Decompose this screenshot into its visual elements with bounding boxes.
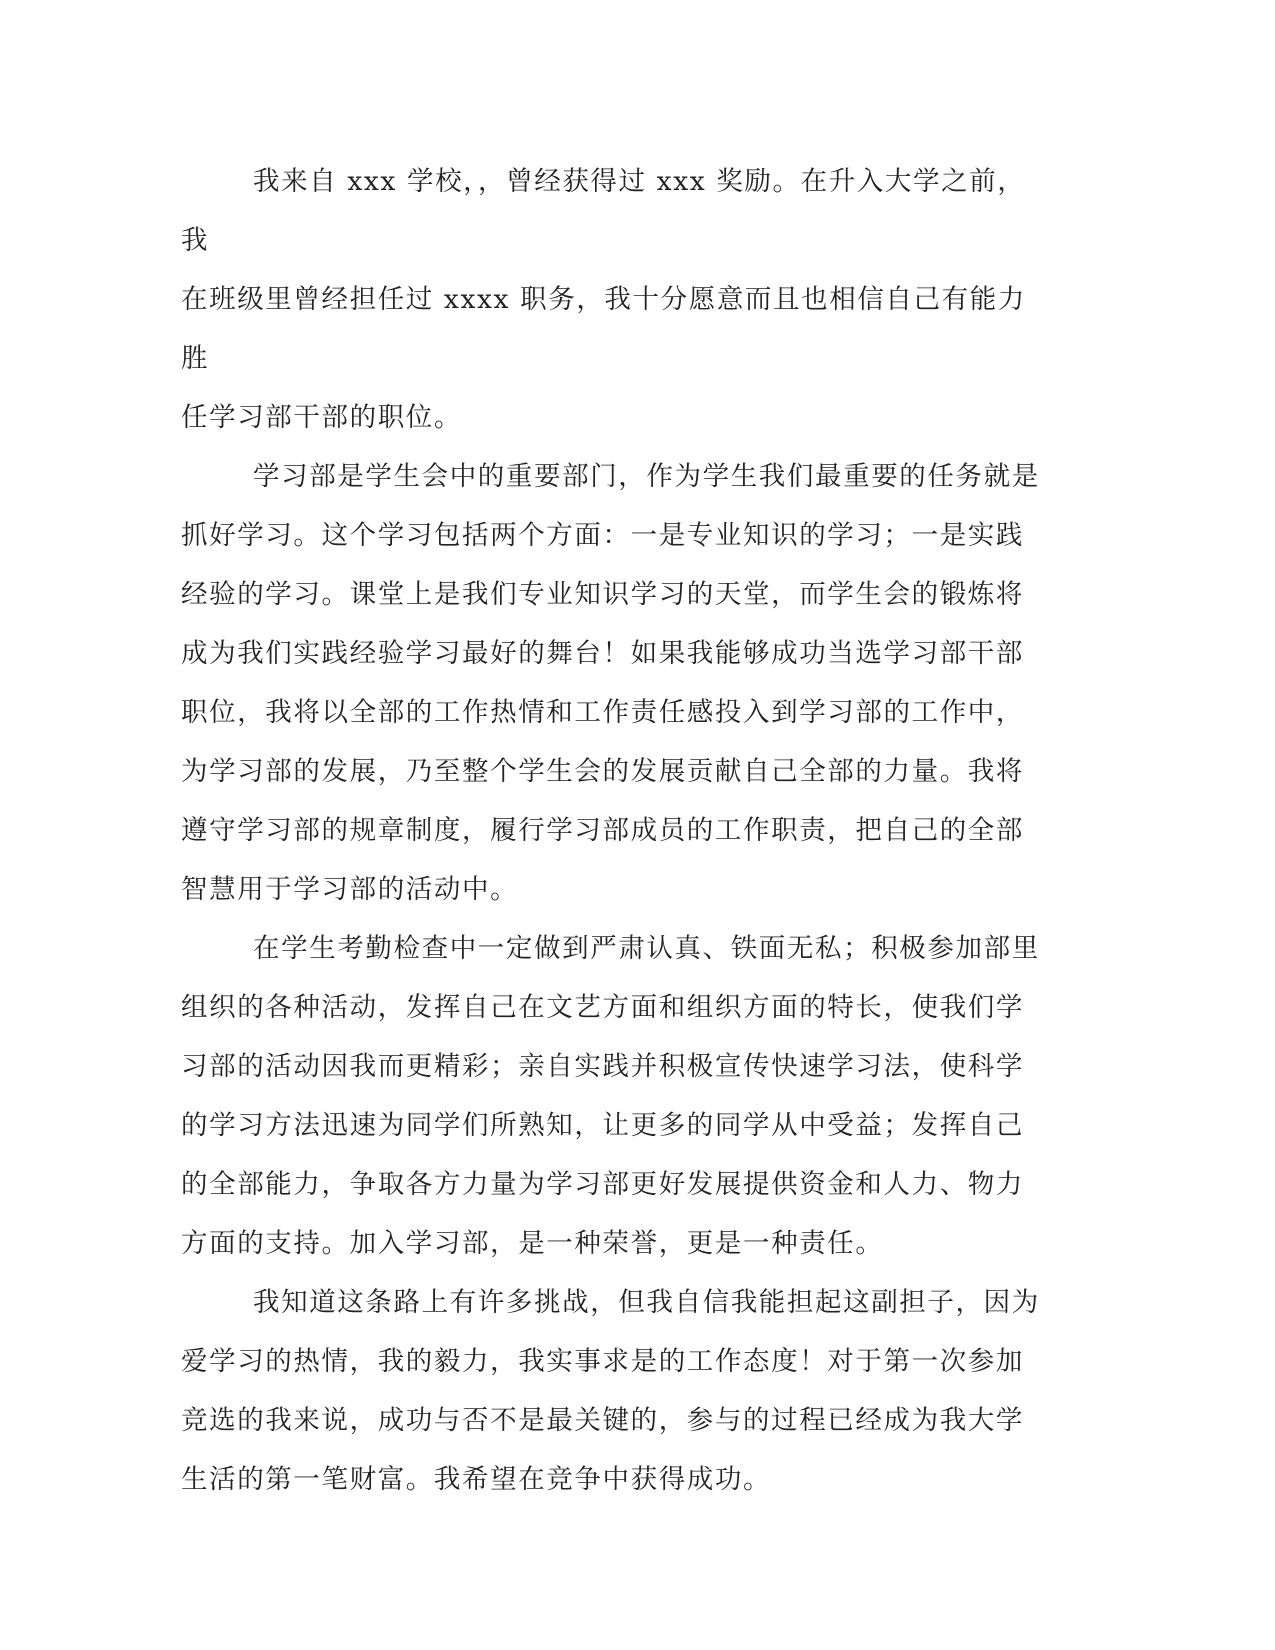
paragraph-1: 我来自 xxx 学校，，曾经获得过 xxx 奖励。在升入大学之前，我 在班级里曾经担任过 xxxx 职务，我十分愿意而且也相信自己有能力胜 任学习部干部的职位。 xyxy=(181,166,1026,433)
document-body xyxy=(181,152,1043,1509)
paragraph-4: 我知道这条路上有许多挑战，但我自信我能担起这副担子，因为 爱学习的热情，我的毅力，我实事求是的工作态度！对于第一次参加 竞选的我来说，成功与否不是最关键的，参与的过程已经成为我大学 生活的第一笔财富。我希望在竞争中获得成功。 xyxy=(181,1287,1040,1495)
paragraph-3: 在学生考勤检查中一定做到严肃认真、铁面无私；积极参加部里 组织的各种活动，发挥自己在文艺方面和组织方面的特长，使我们学 习部的活动因我而更精彩；亲自实践并积极宣传快速学习法，使科学 的学习方法迅速为同学们所熟知，让更多的同学从中受益；发挥自己 的全部能力，争取各方力量为学习部更好发展提供资金和人力、物力 方面的支持。加入学习部，是一种荣誉，更是一种责任。 xyxy=(181,933,1040,1259)
paragraph-2: 学习部是学生会中的重要部门，作为学生我们最重要的任务就是 抓好学习。这个学习包括两个方面：一是专业知识的学习；一是实践 经验的学习。课堂上是我们专业知识学习的天堂，而学生会的锻炼将 成为我们实践经验学习最好的舞台！如果我能够成功当选学习部干部 职位，我将以全部的工作热情和工作责任感投入到学习部的工作中， 为学习部的发展，乃至整个学生会的发展贡献自己全部的力量。我将 遵守学习部的规章制度，履行学习部成员的工作职责，把自己的全部 智慧用于学习部的活动中。 xyxy=(181,461,1040,905)
